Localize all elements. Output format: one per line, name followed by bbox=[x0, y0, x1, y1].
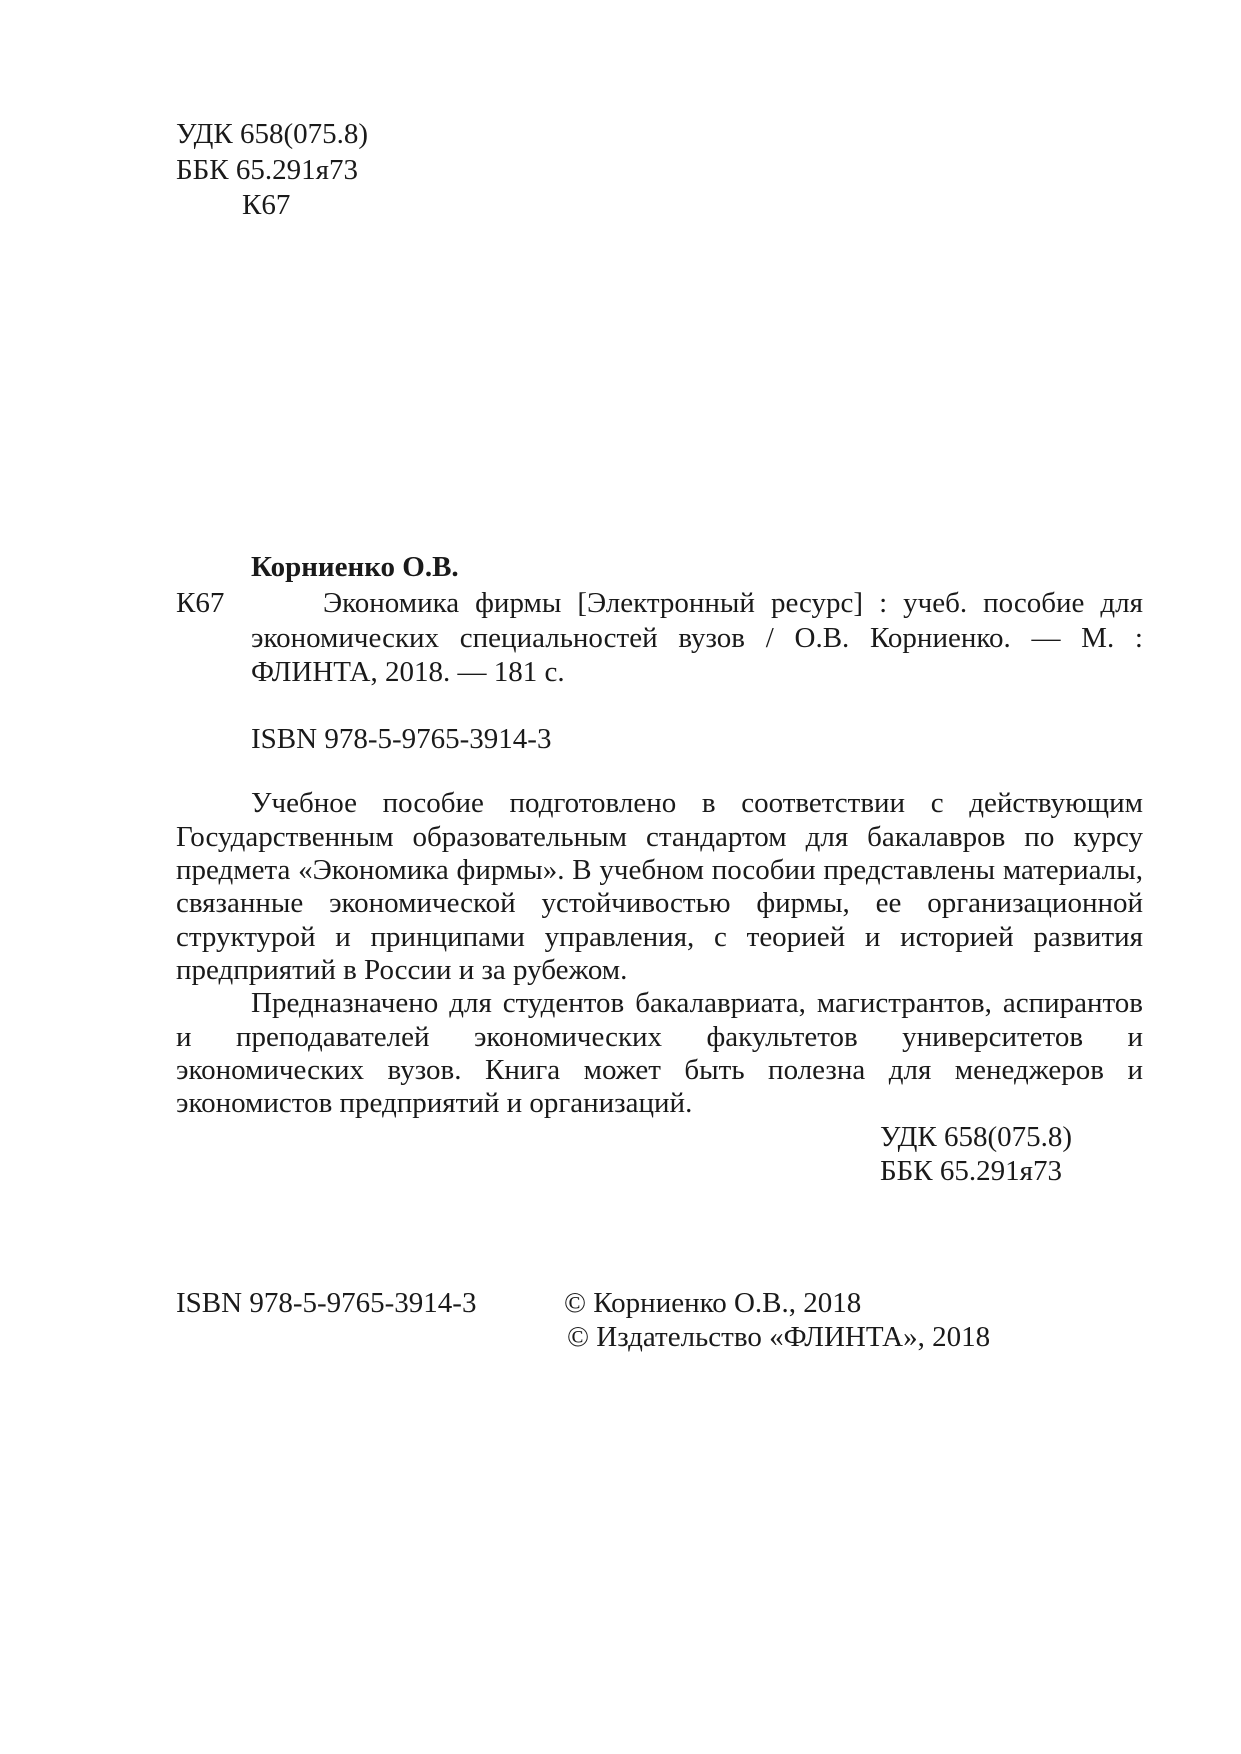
annotation-p2-line-3: экономических вузов. Книга может быть полезна для менеджеров и bbox=[176, 1054, 1143, 1086]
isbn-card: ISBN 978-5-9765-3914-3 bbox=[251, 723, 552, 755]
cutter-top: К67 bbox=[242, 189, 291, 221]
udk-top: УДК 658(075.8) bbox=[176, 118, 369, 150]
annotation-p2-line-2: и преподавателей экономических факультетов университетов и bbox=[176, 1021, 1143, 1053]
annotation-p1-line-6: предприятий в России и за рубежом. bbox=[176, 954, 628, 986]
isbn-footer: ISBN 978-5-9765-3914-3 bbox=[176, 1287, 477, 1319]
copyright-publisher: © Издательство «ФЛИНТА», 2018 bbox=[567, 1321, 991, 1353]
annotation-p1-line-4: связанные экономической устойчивостью фирмы, ее организационной bbox=[176, 887, 1143, 919]
description-line-2: экономических специальностей вузов / О.В. Корниенко. — М. : bbox=[251, 622, 1143, 654]
cutter-card: К67 bbox=[176, 587, 225, 619]
annotation-p1-line-1: Учебное пособие подготовлено в соответствии с действующим bbox=[251, 787, 1143, 819]
annotation-p2-line-4: экономистов предприятий и организаций. bbox=[176, 1087, 693, 1119]
description-line-3: ФЛИНТА, 2018. — 181 с. bbox=[251, 656, 565, 688]
author-heading: Корниенко О.В. bbox=[251, 551, 459, 583]
annotation-p1-line-5: структурой и принципами управления, с теорией и историей развития bbox=[176, 921, 1143, 953]
annotation-p1-line-2: Государственным образовательным стандартом для бакалавров по курсу bbox=[176, 821, 1143, 853]
copyright-author: © Корниенко О.В., 2018 bbox=[564, 1287, 862, 1319]
annotation-p2-line-1: Предназначено для студентов бакалавриата, магистрантов, аспирантов bbox=[251, 987, 1143, 1019]
bbk-top: ББК 65.291я73 bbox=[176, 154, 358, 186]
bbk-bottom: ББК 65.291я73 bbox=[880, 1155, 1062, 1187]
description-line-1: Экономика фирмы [Электронный ресурс] : учеб. пособие для bbox=[323, 587, 1143, 619]
annotation-p1-line-3: предмета «Экономика фирмы». В учебном пособии представлены материалы, bbox=[176, 854, 1143, 886]
udk-bottom: УДК 658(075.8) bbox=[880, 1121, 1073, 1153]
